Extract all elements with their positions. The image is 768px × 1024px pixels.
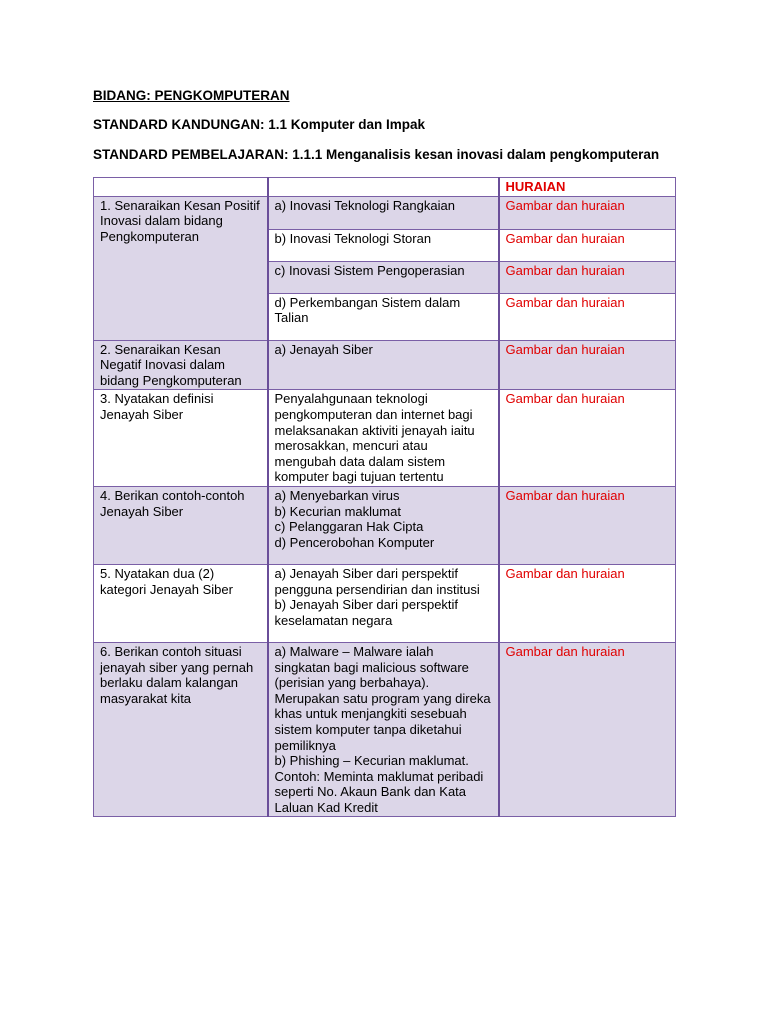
answer-line: d) Pencerobohan Komputer <box>274 534 435 550</box>
huraian-cell: Gambar dan huraian <box>499 293 676 340</box>
huraian-cell: Gambar dan huraian <box>499 564 676 642</box>
answer-cell: a) Inovasi Teknologi Rangkaian <box>268 196 499 229</box>
table-header-row <box>94 178 676 197</box>
table-row <box>94 390 676 487</box>
table-row <box>94 196 676 229</box>
question-cell-4: 4. Berikan contoh-contoh Jenayah Siber <box>94 486 268 564</box>
question-cell-1: 1. Senaraikan Kesan Positif Inovasi dalam bidang Pengkomputeran <box>94 196 268 340</box>
header-cell-2 <box>268 178 499 197</box>
huraian-cell: Gambar dan huraian <box>499 390 676 487</box>
answer-cell: c) Inovasi Sistem Pengoperasian <box>268 261 499 293</box>
huraian-cell: Gambar dan huraian <box>499 196 676 229</box>
huraian-cell: Gambar dan huraian <box>499 486 676 564</box>
table-row <box>94 642 676 817</box>
heading-standard-kandungan: STANDARD KANDUNGAN: 1.1 Komputer dan Impak <box>93 117 426 132</box>
answer-cell <box>268 642 499 817</box>
question-cell-3: 3. Nyatakan definisi Jenayah Siber <box>94 390 268 487</box>
table-row <box>94 340 676 390</box>
table-row <box>94 564 676 642</box>
header-cell-huraian <box>499 178 676 197</box>
answer-line: c) Pelanggaran Hak Cipta <box>274 519 424 535</box>
huraian-cell: Gambar dan huraian <box>499 261 676 293</box>
heading-standard-pembelajaran: STANDARD PEMBELAJARAN: 1.1.1 Menganalisis kesan inovasi dalam pengkomputeran <box>93 147 660 162</box>
huraian-header: HURAIAN <box>505 179 566 194</box>
huraian-cell: Gambar dan huraian <box>499 642 676 817</box>
answer-line: a) Jenayah Siber dari perspektif pengguna persendirian dan institusi <box>274 565 480 597</box>
answer-line: a) Malware – Malware ialah singkatan bagi malicious software (perisian yang berbahaya). Merupakan satu program yang direka khas untuk menjangkiti sesebuah sistem komputer tanpa diketahui pemiliknya <box>274 643 491 753</box>
answer-cell: b) Inovasi Teknologi Storan <box>268 229 499 261</box>
answer-line: b) Kecurian maklumat <box>274 503 401 519</box>
huraian-cell: Gambar dan huraian <box>499 340 676 390</box>
content-table <box>93 177 676 817</box>
answer-cell <box>268 564 499 642</box>
header-cell-1 <box>94 178 268 197</box>
answer-cell: d) Perkembangan Sistem dalam Talian <box>268 293 499 340</box>
answer-line: b) Jenayah Siber dari perspektif keselamatan negara <box>274 597 459 628</box>
answer-cell: a) Jenayah Siber <box>268 340 499 390</box>
answer-line: b) Phishing – Kecurian maklumat. Contoh: Meminta maklumat peribadi seperti No. Akaun Bank dan Kata Laluan Kad Kredit <box>274 753 484 815</box>
answer-line: a) Menyebarkan virus <box>274 487 400 503</box>
heading-bidang: BIDANG: PENGKOMPUTERAN <box>93 88 290 103</box>
answer-cell: Penyalahgunaan teknologi pengkomputeran dan internet bagi melaksanakan aktiviti jenayah iaitu merosakkan, mencuri atau mengubah data dalam sistem komputer bagi tujuan tertentu <box>268 390 499 487</box>
answer-cell <box>268 486 499 564</box>
huraian-cell: Gambar dan huraian <box>499 229 676 261</box>
question-cell-2: 2. Senaraikan Kesan Negatif Inovasi dalam bidang Pengkomputeran <box>94 340 268 390</box>
question-cell-5: 5. Nyatakan dua (2) kategori Jenayah Siber <box>94 564 268 642</box>
table-row <box>94 486 676 564</box>
question-cell-6: 6. Berikan contoh situasi jenayah siber yang pernah berlaku dalam kalangan masyarakat kita <box>94 642 268 817</box>
